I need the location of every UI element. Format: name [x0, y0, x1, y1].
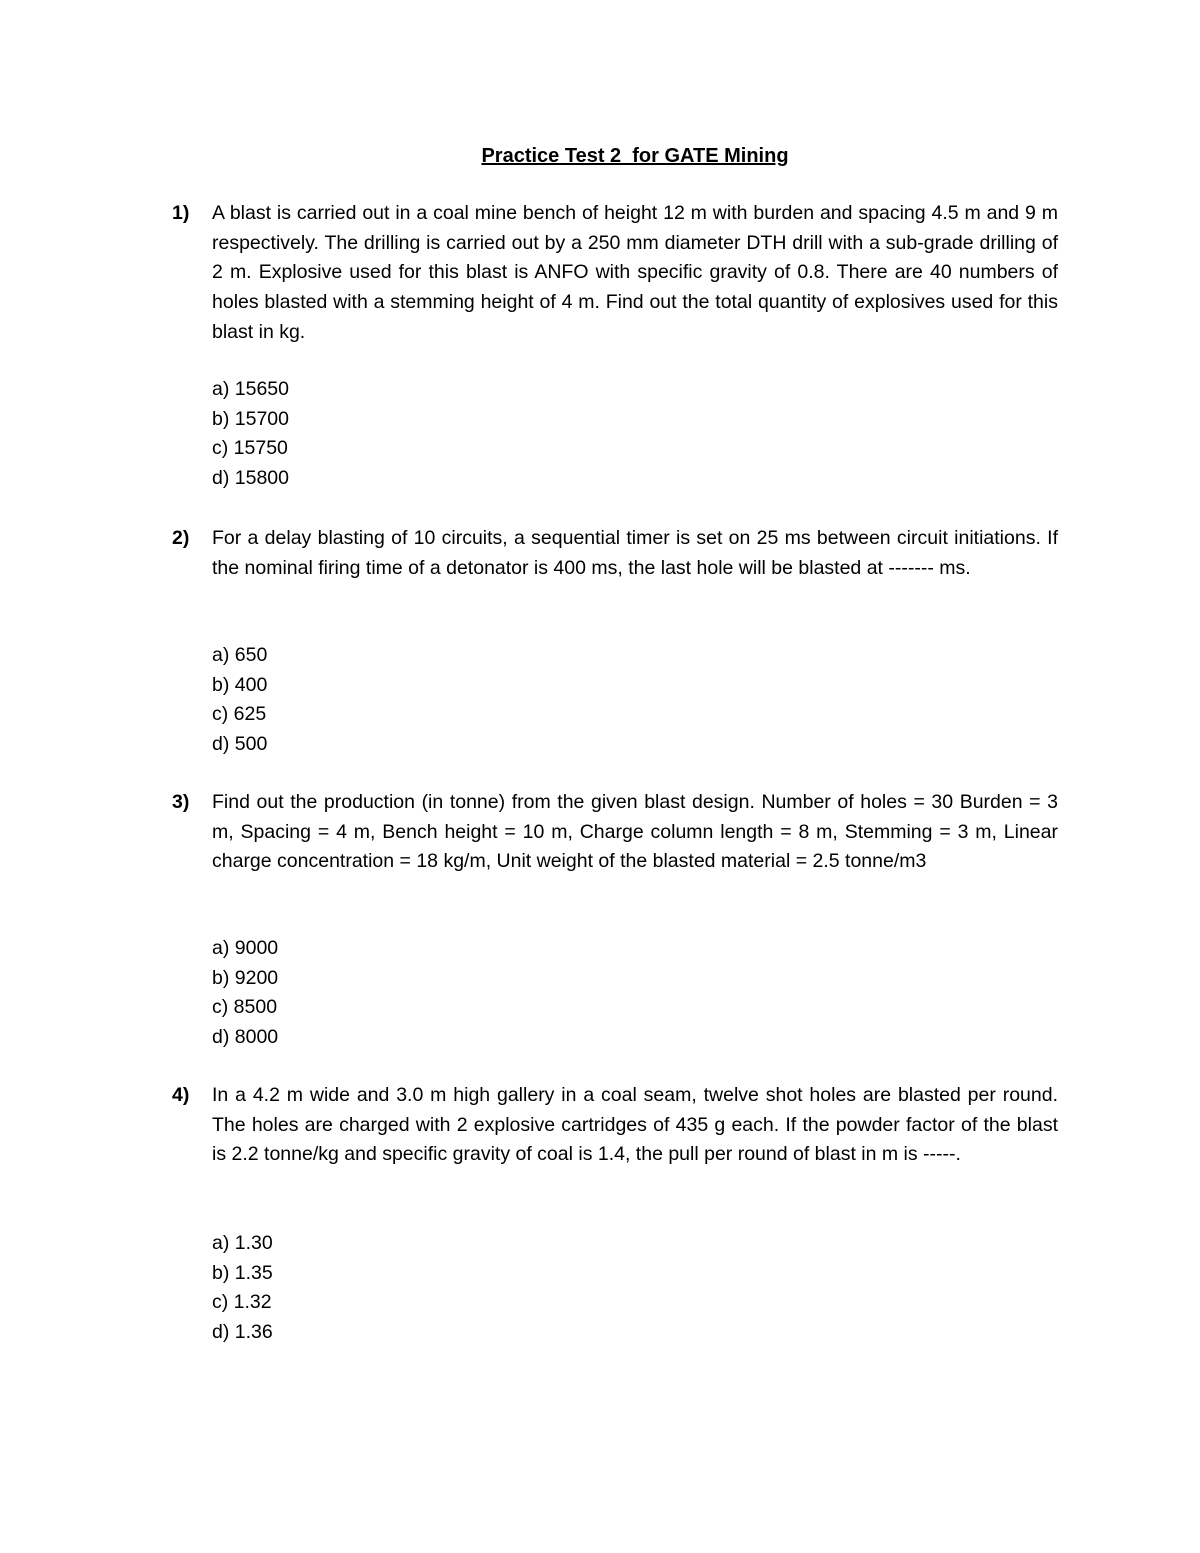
question-number: 1)	[172, 202, 190, 224]
option-d: d) 8000	[212, 1026, 279, 1049]
question-number: 2)	[172, 527, 190, 549]
question-text: In a 4.2 m wide and 3.0 m high gallery in a coal seam, twelve shot holes are blasted per round. The holes are charged with 2 explosive cartridges of 435 g each. If the powder factor of the blast is 2.2 tonne/kg and specific gravity of coal is 1.4, the pull per round of blast in m is -----.	[212, 1084, 1058, 1166]
option-d: d) 15800	[212, 467, 289, 490]
option-b: b) 15700	[212, 407, 289, 430]
option-c: c) 8500	[212, 996, 278, 1019]
option-d: d) 1.36	[212, 1321, 273, 1344]
option-c: c) 625	[212, 703, 267, 726]
option-b: b) 400	[212, 673, 268, 696]
answer-options	[212, 375, 289, 494]
option-a: a) 9000	[212, 937, 279, 959]
question-text: Find out the production (in tonne) from the given blast design. Number of holes = 30 Burden = 3 m, Spacing = 4 m, Bench height = 10 m, Charge column length = 8 m, Stemming = 3 m, Linear charge concentration = 18 kg/m, Unit weight of the blasted material = 2.5 tonne/m3	[212, 791, 1058, 873]
page-title: Practice Test 2 for GATE Mining	[481, 145, 789, 167]
option-a: a) 15650	[212, 378, 289, 400]
answer-options	[212, 1229, 273, 1348]
option-c: c) 15750	[212, 437, 288, 460]
question-text: A blast is carried out in a coal mine bench of height 12 m with burden and spacing 4.5 m and 9 m respectively. The drilling is carried out by a 250 mm diameter DTH drill with a sub-grade drilling of 2 m. Explosive used for this blast is ANFO with specific gravity of 0.8. There are 40 numbers of holes blasted with a stemming height of 4 m. Find out the total quantity of explosives used for this blast in kg.	[212, 202, 1058, 343]
answer-options	[212, 641, 267, 760]
option-c: c) 1.32	[212, 1291, 272, 1314]
option-b: b) 9200	[212, 966, 279, 989]
option-d: d) 500	[212, 733, 268, 756]
answer-options	[212, 934, 278, 1053]
question-number: 4)	[172, 1084, 190, 1106]
question-number: 3)	[172, 791, 190, 813]
option-a: a) 1.30	[212, 1232, 273, 1254]
option-a: a) 650	[212, 644, 268, 666]
question-text: For a delay blasting of 10 circuits, a sequential timer is set on 25 ms between circuit initiations. If the nominal firing time of a detonator is 400 ms, the last hole will be blasted at ------- ms.	[212, 527, 1058, 579]
option-b: b) 1.35	[212, 1261, 273, 1284]
